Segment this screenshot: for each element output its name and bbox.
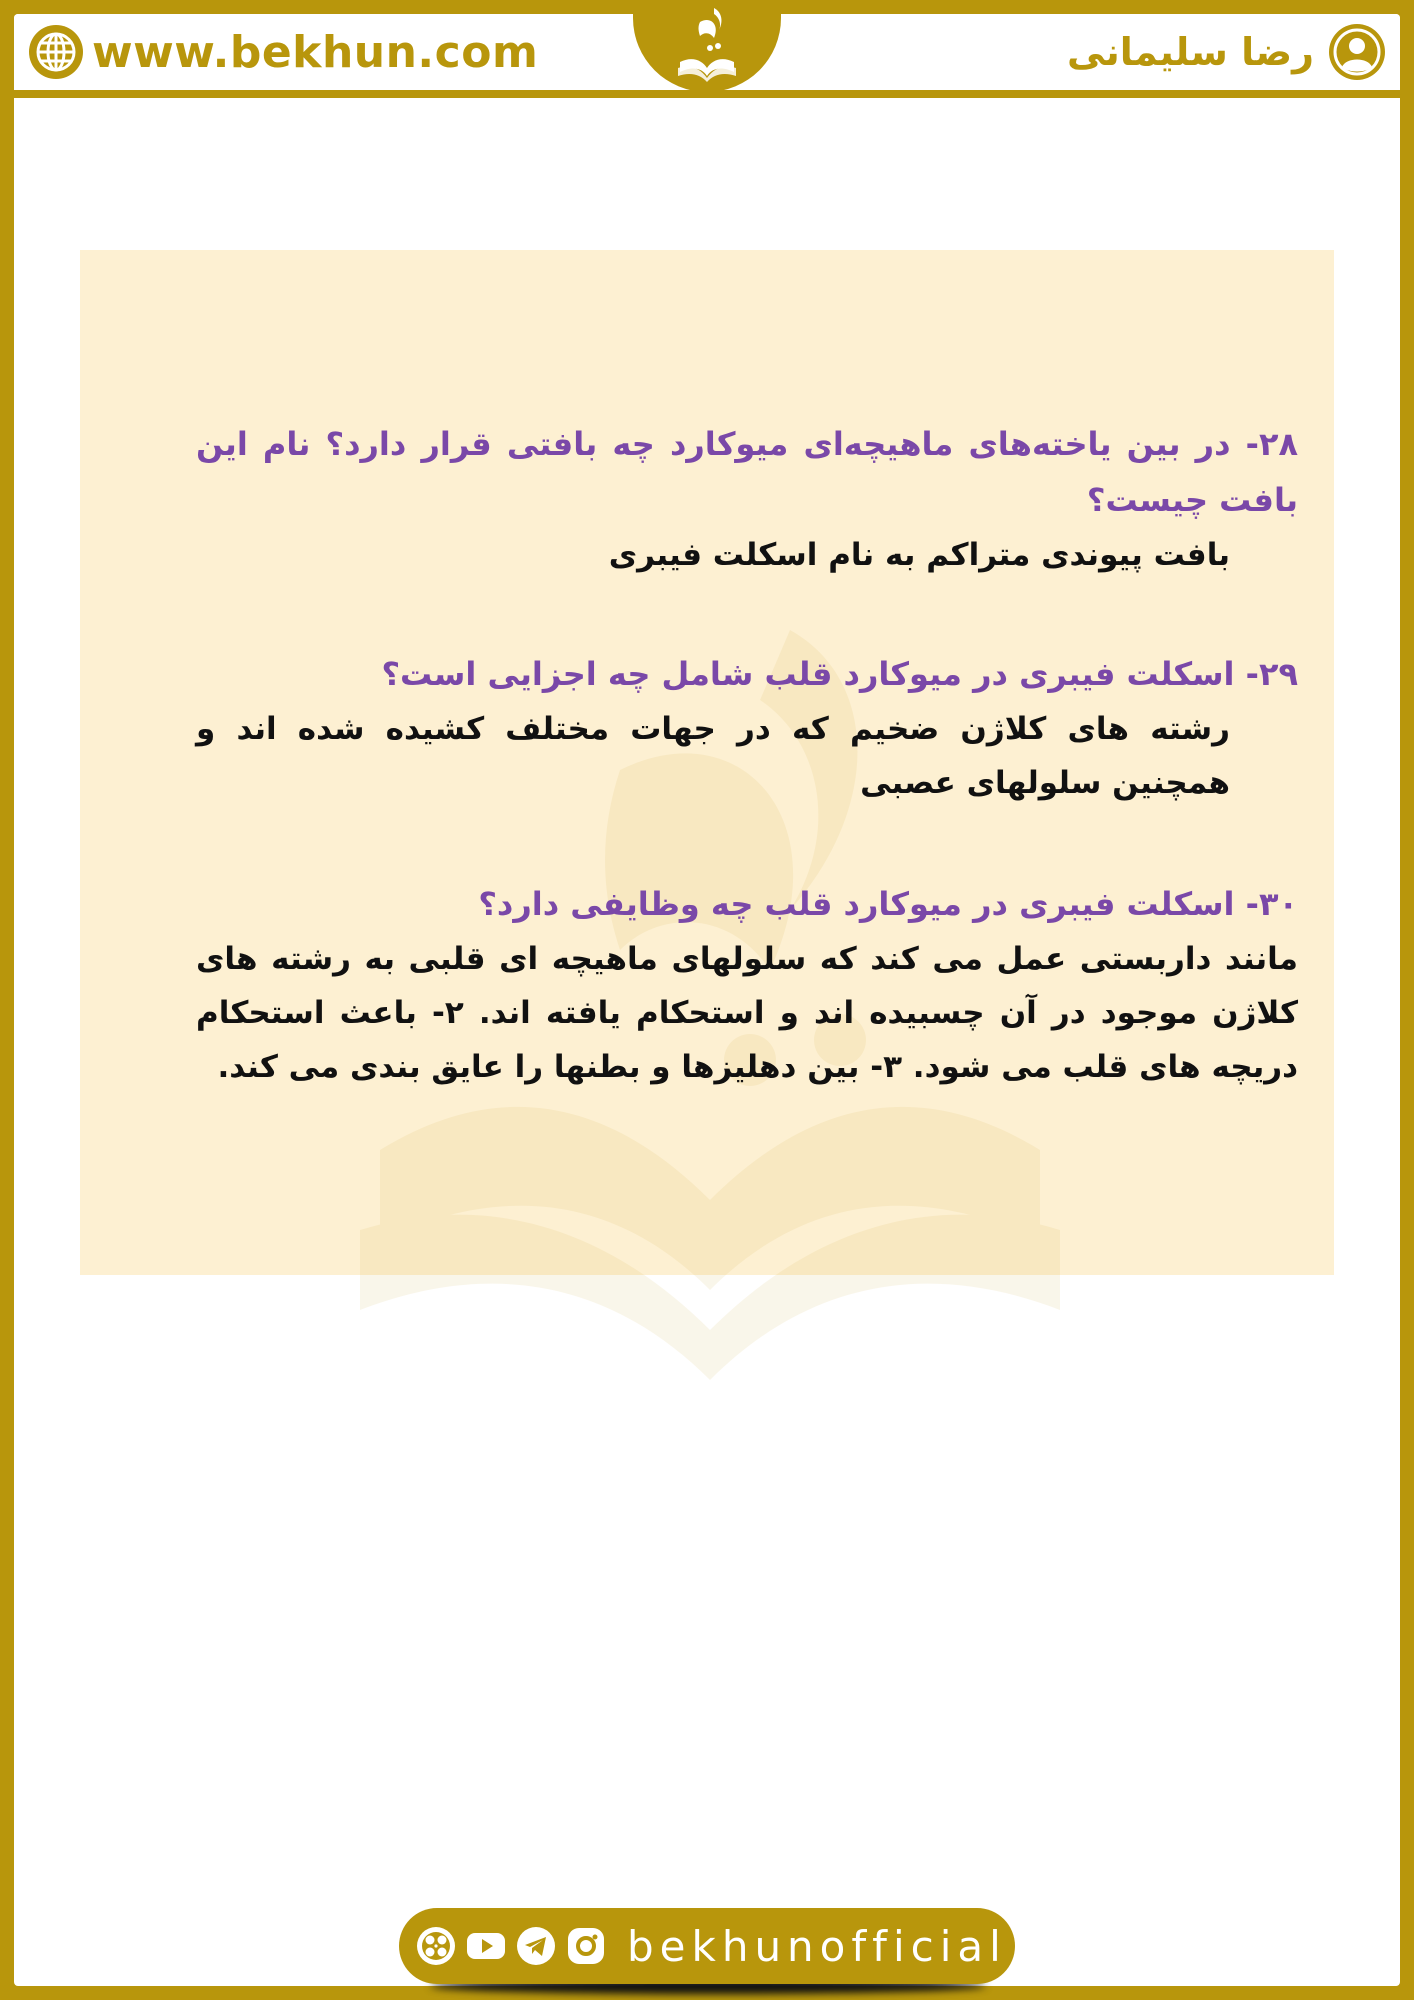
question-29: ۲۹- اسکلت فیبری در میوکارد قلب شامل چه اجزایی است؟ bbox=[381, 655, 1298, 693]
bekhun-book-logo-icon bbox=[670, 2, 744, 88]
qa-item-28 bbox=[196, 416, 1298, 582]
question-28: ۲۸- در بین یاخته‌های ماهیچه‌ای میوکارد چه بافتی قرار دارد؟ نام این بافت چیست؟ bbox=[196, 425, 1298, 519]
website-link[interactable] bbox=[28, 24, 538, 80]
social-handle[interactable]: bekhunofficial bbox=[627, 1921, 1007, 1971]
author-block bbox=[1067, 24, 1386, 80]
qa-item-29 bbox=[196, 646, 1298, 810]
instagram-icon[interactable] bbox=[565, 1925, 607, 1967]
globe-icon bbox=[28, 24, 84, 80]
qa-item-30 bbox=[196, 876, 1298, 1094]
question-30: ۳۰- اسکلت فیبری در میوکارد قلب چه وظایفی دارد؟ bbox=[478, 885, 1298, 923]
answer-30: مانند داربستی عمل می کند که سلولهای ماهیچه ای قلبی به رشته های کلاژن موجود در آن چسبیده اند و استحکام یافته اند. ۲- باعث استحکام دریچه های قلب می شود. ۳- بین دهلیزها و بطنها را عایق بندی می کند. bbox=[196, 941, 1298, 1085]
answer-28: بافت پیوندی متراکم به نام اسکلت فیبری bbox=[608, 537, 1230, 573]
youtube-icon[interactable] bbox=[465, 1925, 507, 1967]
telegram-icon[interactable] bbox=[515, 1925, 557, 1967]
user-icon bbox=[1328, 23, 1386, 81]
social-footer bbox=[399, 1908, 1015, 1984]
aparat-icon[interactable] bbox=[415, 1925, 457, 1967]
website-text: www.bekhun.com bbox=[92, 26, 539, 78]
author-name: رضا سلیمانی bbox=[1067, 30, 1314, 74]
answer-29: رشته های کلاژن ضخیم که در جهات مختلف کشیده شده اند و همچنین سلولهای عصبی bbox=[196, 711, 1230, 801]
